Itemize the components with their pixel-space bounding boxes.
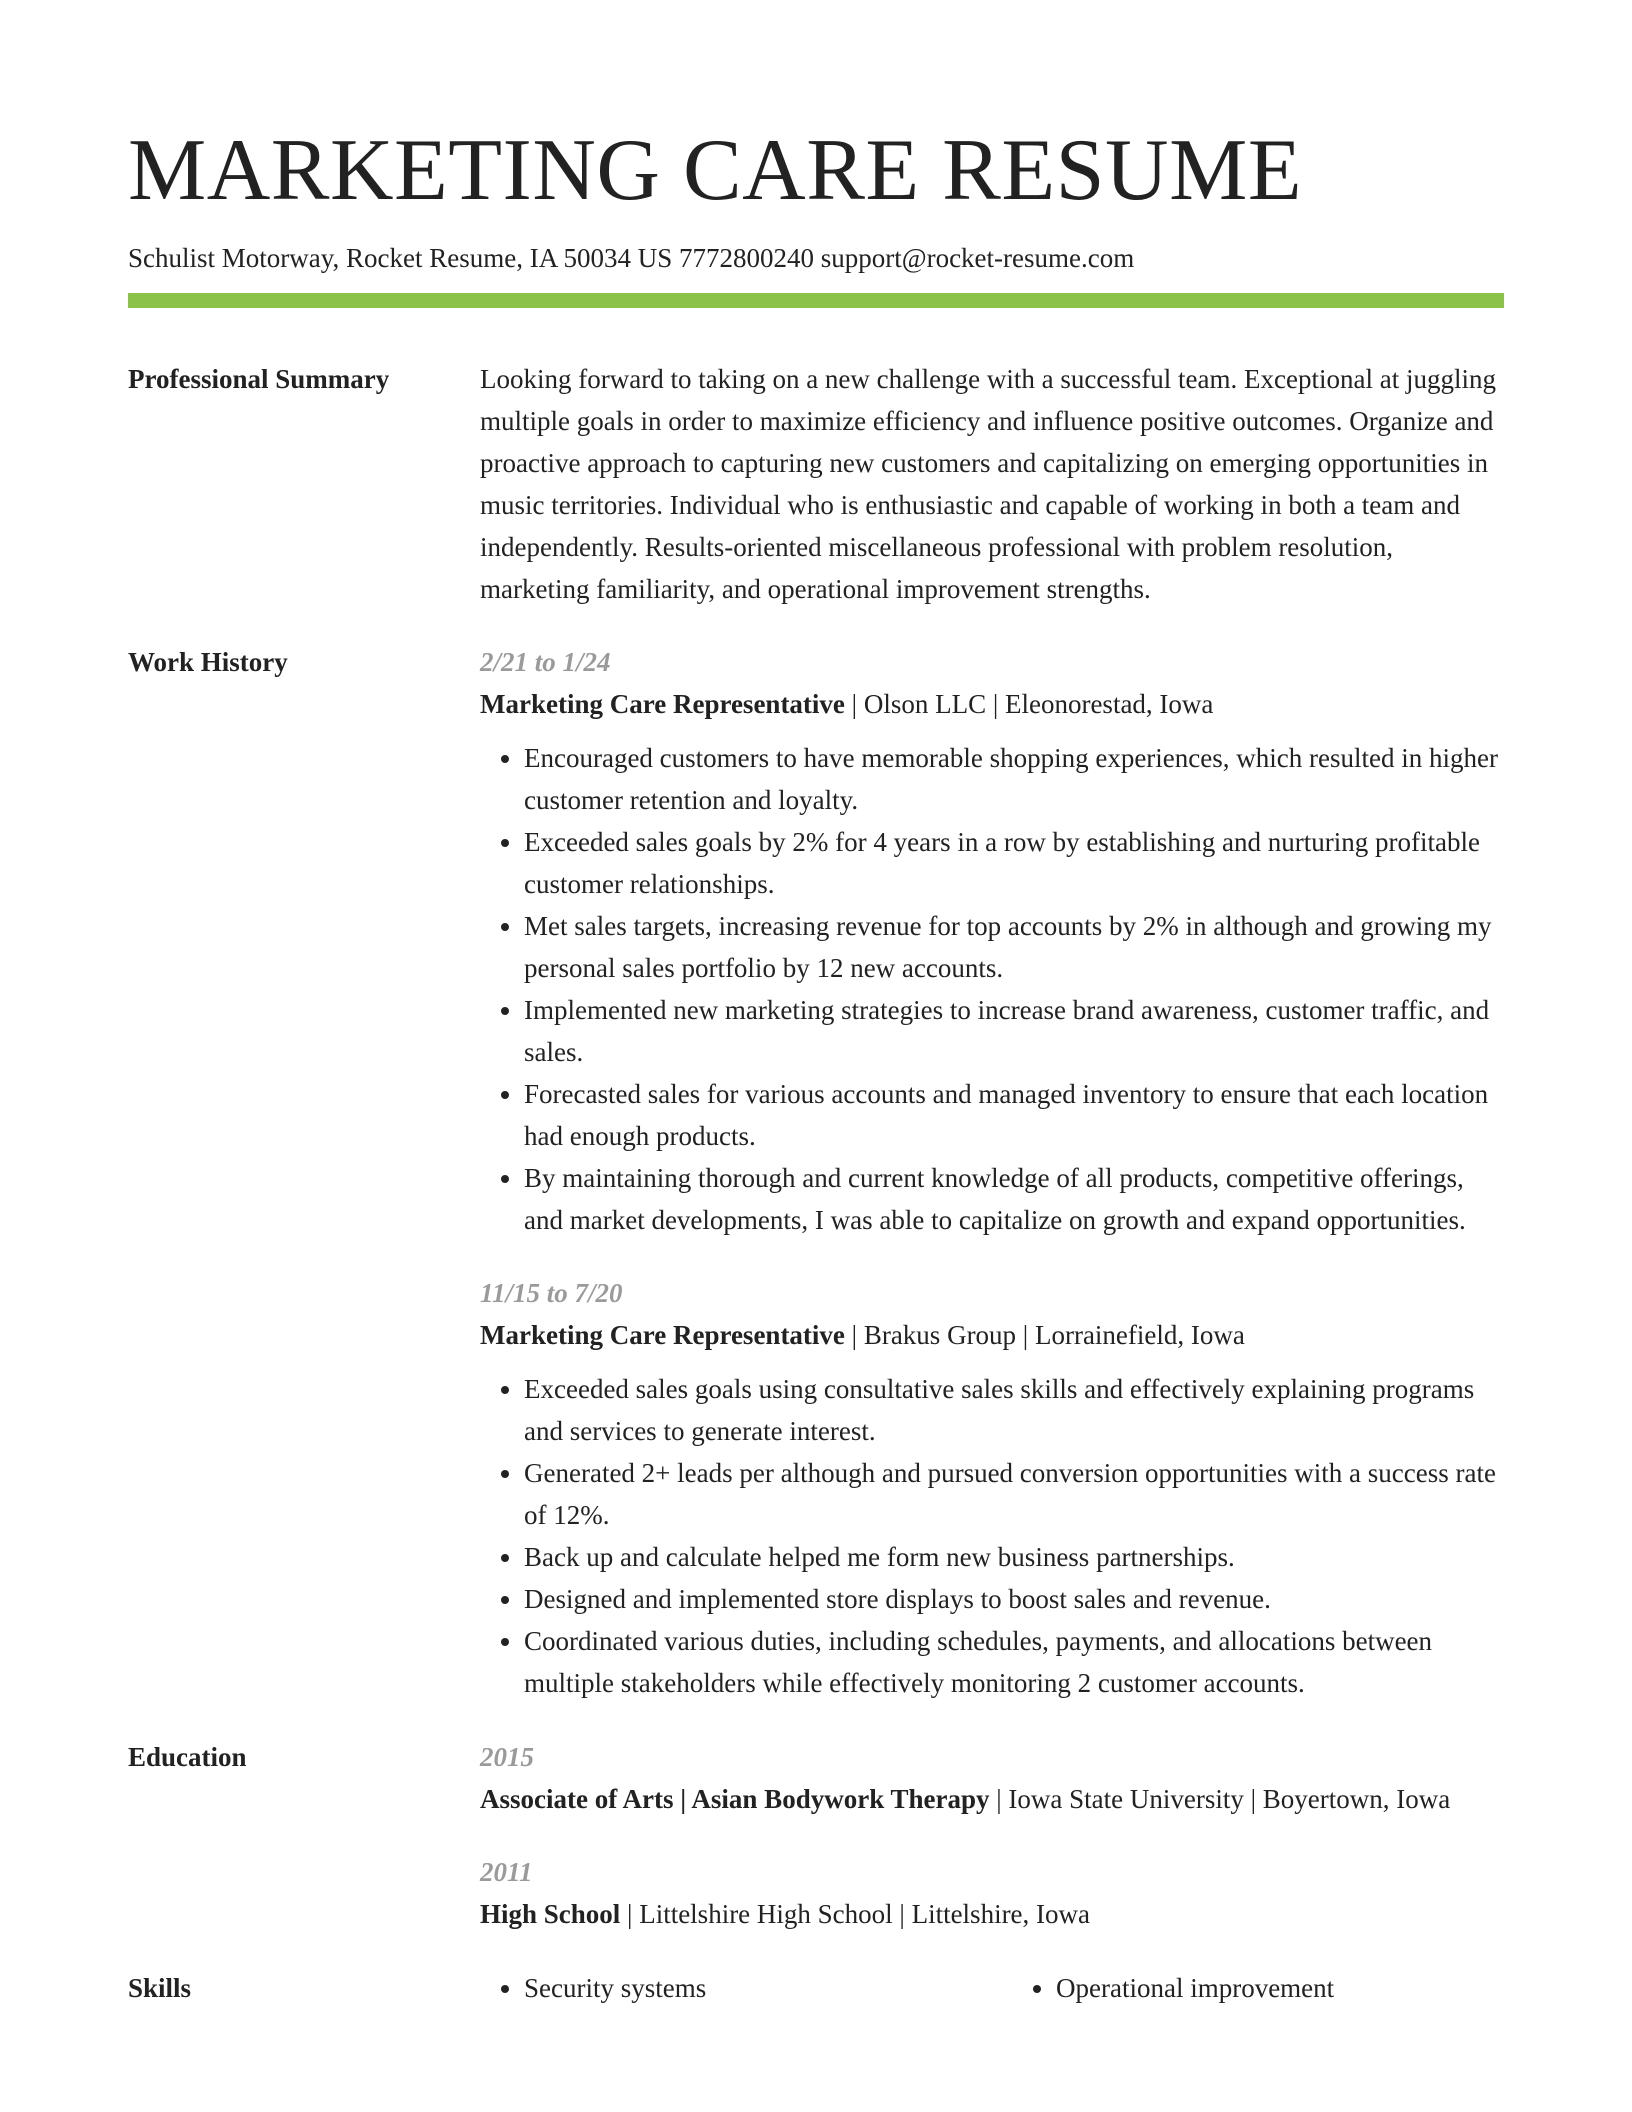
education-year: 2015 xyxy=(480,1742,534,1772)
skills-column xyxy=(1012,1967,1504,2009)
job-bullets xyxy=(480,1368,1504,1704)
job-entry xyxy=(480,641,1504,1241)
job-bullet: • Met sales targets, increasing revenue for top accounts by 2% in although and growing my personal sales portfolio by 12 new accounts. xyxy=(524,905,1504,989)
education-entry xyxy=(480,1851,1504,1935)
resume-title: MARKETING CARE RESUME xyxy=(128,122,1303,219)
contact-line: Schulist Motorway, Rocket Resume, IA 50034 US 7772800240 support@rocket-resume.com xyxy=(128,243,1135,273)
skills-column xyxy=(480,1967,972,2009)
summary-text: Looking forward to taking on a new challenge with a successful team. Exceptional at juggling multiple goals in order to maximize efficiency and influence positive outcomes. Organize and proactive approach to capturing new customers and capitalizing on emerging opportunities in music territories. Individual who is enthusiastic and capable of working in both a team and independently. Results-oriented miscellaneous professional with problem resolution, marketing familiarity, and operational improvement strengths. xyxy=(480,364,1496,604)
job-bullet: • Forecasted sales for various accounts and managed inventory to ensure that each location had enough products. xyxy=(524,1073,1504,1157)
education-line xyxy=(480,1778,1504,1820)
summary-heading: Professional Summary xyxy=(128,364,390,394)
job-bullets xyxy=(480,737,1504,1241)
education-heading: Education xyxy=(128,1742,247,1772)
job-bullet: • Generated 2+ leads per although and pursued conversion opportunities with a success rate of 12%. xyxy=(524,1452,1504,1536)
education-entry xyxy=(480,1736,1504,1820)
job-bullet: • Back up and calculate helped me form new business partnerships. xyxy=(524,1536,1504,1578)
job-role: Marketing Care Representative xyxy=(480,689,845,719)
job-bullet: • Exceeded sales goals by 2% for 4 years in a row by establishing and nurturing profitable customer relationships. xyxy=(524,821,1504,905)
job-dates: 2/21 to 1/24 xyxy=(480,647,611,677)
job-bullet: • Coordinated various duties, including schedules, payments, and allocations between multiple stakeholders while effectively monitoring 2 customer accounts. xyxy=(524,1620,1504,1704)
job-bullet: • Exceeded sales goals using consultative sales skills and effectively explaining programs and services to generate interest. xyxy=(524,1368,1504,1452)
job-bullet: • By maintaining thorough and current knowledge of all products, competitive offerings, and market developments, I was able to capitalize on growth and expand opportunities. xyxy=(524,1157,1504,1241)
summary-section xyxy=(128,358,1504,610)
job-title-line xyxy=(480,1314,1504,1356)
education-details: | Iowa State University | Boyertown, Iowa xyxy=(989,1784,1451,1814)
education-year: 2011 xyxy=(480,1857,533,1887)
education-line xyxy=(480,1893,1504,1935)
education-details: | Littelshire High School | Littelshire, Iowa xyxy=(620,1899,1091,1929)
work-history-heading: Work History xyxy=(128,647,288,677)
job-bullet: • Designed and implemented store displays to boost sales and revenue. xyxy=(524,1578,1504,1620)
work-history-body xyxy=(480,641,1504,1704)
job-details: | Brakus Group | Lorrainefield, Iowa xyxy=(844,1320,1245,1350)
skills-grid xyxy=(480,1967,1504,2009)
education-degree: High School xyxy=(480,1899,621,1929)
education-body xyxy=(480,1736,1504,1935)
education-degree: Associate of Arts | Asian Bodywork Therapy xyxy=(480,1784,990,1814)
work-history-section xyxy=(128,641,1504,1704)
skill-item: • Security systems xyxy=(524,1967,972,2009)
job-bullet: • Encouraged customers to have memorable shopping experiences, which resulted in higher customer retention and loyalty. xyxy=(524,737,1504,821)
job-details: | Olson LLC | Eleonorestad, Iowa xyxy=(844,689,1214,719)
job-title-line xyxy=(480,683,1504,725)
job-dates: 11/15 to 7/20 xyxy=(480,1278,623,1308)
skills-section xyxy=(128,1967,1504,2009)
skill-item: • Operational improvement xyxy=(1056,1967,1504,2009)
education-section xyxy=(128,1736,1504,1935)
job-role: Marketing Care Representative xyxy=(480,1320,845,1350)
job-bullet: • Implemented new marketing strategies to increase brand awareness, customer traffic, and sales. xyxy=(524,989,1504,1073)
job-entry xyxy=(480,1272,1504,1704)
accent-divider xyxy=(128,293,1504,308)
skills-heading: Skills xyxy=(128,1973,192,2003)
